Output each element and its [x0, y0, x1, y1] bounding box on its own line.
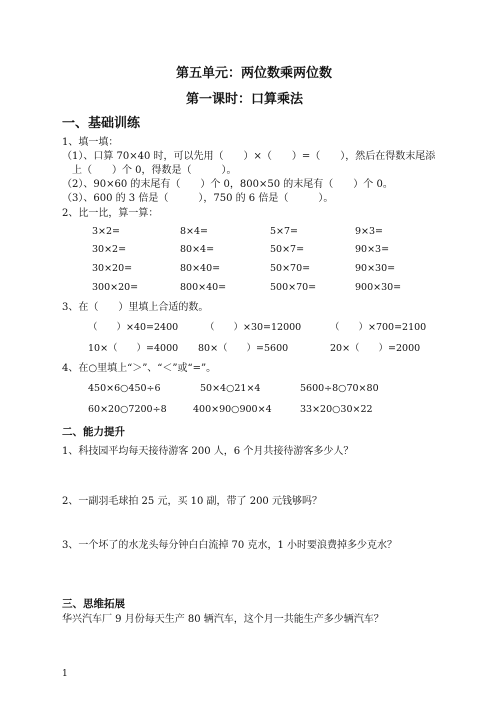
fill-cell: 20×（ ）=2000 [330, 343, 421, 354]
calc-cell: 3×2= [92, 226, 121, 237]
calc-cell: 90×30= [355, 263, 396, 274]
calc-cell: 800×40= [180, 282, 227, 293]
calc-cell: 900×30= [355, 282, 402, 293]
calc-cell: 90×3= [355, 244, 390, 255]
calc-cell: 50×70= [270, 263, 311, 274]
calc-cell: 300×20= [92, 282, 139, 293]
page-title: 第五单元：两位数乘两位数 [176, 66, 333, 81]
compare-cell: 5600÷8○70×80 [300, 383, 379, 394]
ability-question-1: 1、科技园平均每天接待游客 200 人，6 个月共接待游客多少人？ [62, 446, 354, 457]
fill-cell: （ ）×700=2100 [330, 322, 427, 333]
q3-label: 3、在（ ）里填上合适的数。 [62, 302, 209, 313]
compare-cell: 400×90○900×4 [193, 404, 272, 415]
calc-cell: 500×70= [270, 282, 317, 293]
compare-cell: 60×20○7200÷8 [88, 404, 167, 415]
page-subtitle: 第一课时：口算乘法 [186, 92, 304, 107]
q2-label: 2、比一比，算一算： [62, 208, 159, 219]
ability-question-3: 3、一个坏了的水龙头每分钟白白流掉 70 克水，1 小时要浪费掉多少克水？ [62, 540, 397, 551]
fill-cell: 10×（ ）=4000 [88, 343, 179, 354]
q1-label: 1、填一填： [62, 137, 119, 148]
calc-cell: 80×40= [180, 263, 221, 274]
fill-cell: （ ）×30=12000 [205, 322, 302, 333]
q1-line1: （1）、口算 70×40 时，可以先用（ ）×（ ）=（ ），然后在得数末尾添 [62, 151, 436, 162]
calc-cell: 9×3= [355, 226, 384, 237]
calc-cell: 80×4= [180, 244, 215, 255]
q4-label: 4、在○里填上“＞”、“＜”或“=”。 [62, 363, 217, 374]
fill-cell: （ ）×40=2400 [88, 322, 179, 333]
q1-line1b: 上（ ）个 0，得数是（ ）。 [72, 165, 237, 176]
q1-line2: （2）、90×60 的末尾有（ ）个 0，800×50 的末尾有（ ）个 0。 [62, 179, 393, 190]
calc-cell: 8×4= [180, 226, 209, 237]
section-heading-ability: 二、能力提升 [62, 426, 125, 438]
calc-cell: 30×2= [92, 244, 127, 255]
section-heading-basic: 一、基础训练 [62, 116, 141, 131]
section-heading-thinking: 三、思维拓展 [62, 598, 125, 610]
fill-cell: 80×（ ）=5600 [198, 343, 289, 354]
page-number: 1 [62, 669, 68, 679]
compare-cell: 33×20○30×22 [300, 404, 373, 415]
ability-question-2: 2、一副羽毛球拍 25 元，买 10 副，带了 200 元钱够吗？ [62, 496, 322, 507]
calc-cell: 50×7= [270, 244, 305, 255]
thinking-question: 华兴汽车厂 9 月份每天生产 80 辆汽车，这个月一共能生产多少辆汽车？ [62, 614, 384, 625]
calc-cell: 5×7= [270, 226, 299, 237]
compare-cell: 450×6○450÷6 [88, 383, 161, 394]
q1-line3: （3）、600 的 3 倍是（ ），750 的 6 倍是（ ）。 [62, 193, 334, 204]
compare-cell: 50×4○21×4 [200, 383, 261, 394]
calc-cell: 30×20= [92, 263, 133, 274]
